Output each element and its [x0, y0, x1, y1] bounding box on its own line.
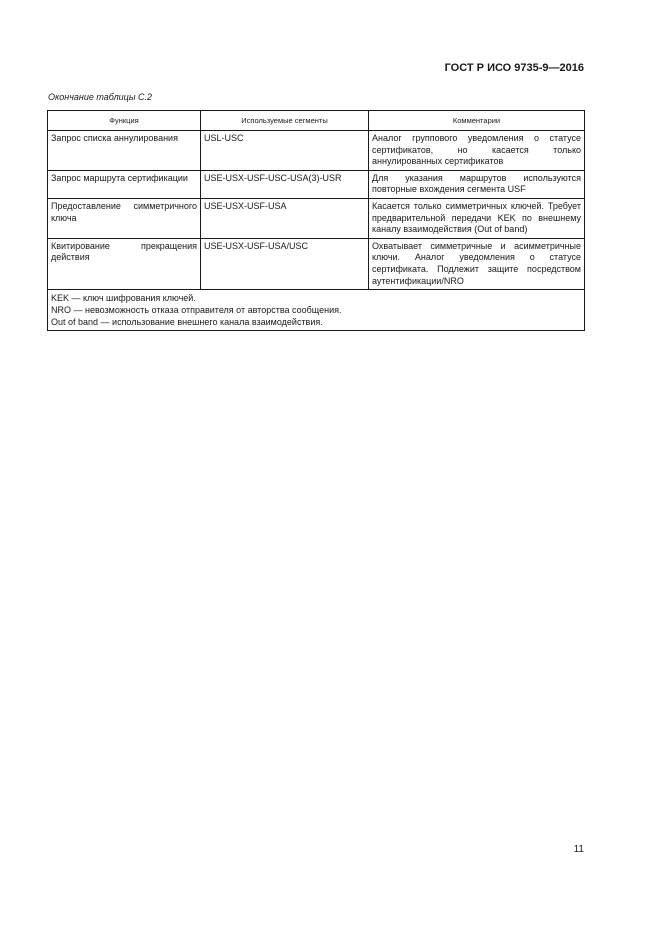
table-row — [48, 131, 585, 171]
table-caption: Окончание таблицы С.2 — [48, 92, 152, 102]
cell-function: Запрос списка аннулирования — [48, 131, 201, 171]
cell-segments: USE-USX-USF-USA/USC — [201, 238, 369, 289]
standard-designation: ГОСТ Р ИСО 9735-9—2016 — [444, 62, 584, 74]
table-notes — [48, 290, 585, 331]
page-number: 11 — [573, 844, 584, 855]
column-header-function: Функция — [48, 111, 201, 131]
column-header-segments: Используемые сегменты — [201, 111, 369, 131]
cell-function: Запрос маршрута сертификации — [48, 170, 201, 198]
cell-function: Предоставление симметричного ключа — [48, 198, 201, 238]
cell-function: Квитирование прекращения действия — [48, 238, 201, 289]
note-out-of-band: Out of band — использование внешнего канала взаимодействия. — [51, 317, 323, 328]
cell-comment: Аналог группового уведомления о статусе сертификатов, но касается только аннулированных сертификатов — [369, 131, 585, 171]
cell-segments: USE-USX-USF-USA — [201, 198, 369, 238]
table-row — [48, 238, 585, 289]
segments-table — [47, 110, 585, 331]
table-row — [48, 198, 585, 238]
column-header-comments: Комментарии — [369, 111, 585, 131]
cell-segments: USE-USX-USF-USC-USA(3)-USR — [201, 170, 369, 198]
table-row — [48, 170, 585, 198]
cell-comment: Охватывает симметричные и асимметричные ключи. Аналог уведомления о статусе сертификата. Подлежит защите посредством аутентификации/NRO — [369, 238, 585, 289]
table-notes-row — [48, 290, 585, 331]
cell-comment: Для указания маршрутов используются повторные вхождения сегмента USF — [369, 170, 585, 198]
cell-segments: USL-USC — [201, 131, 369, 171]
note-nro: NRO — невозможность отказа отправителя от авторства сообщения. — [51, 305, 342, 316]
cell-comment: Касается только симметричных ключей. Требует предварительной передачи KEK по внешнему каналу взаимодействия (Out of band) — [369, 198, 585, 238]
table-header-row — [48, 111, 585, 131]
note-kek: KEK — ключ шифрования ключей. — [51, 293, 196, 304]
